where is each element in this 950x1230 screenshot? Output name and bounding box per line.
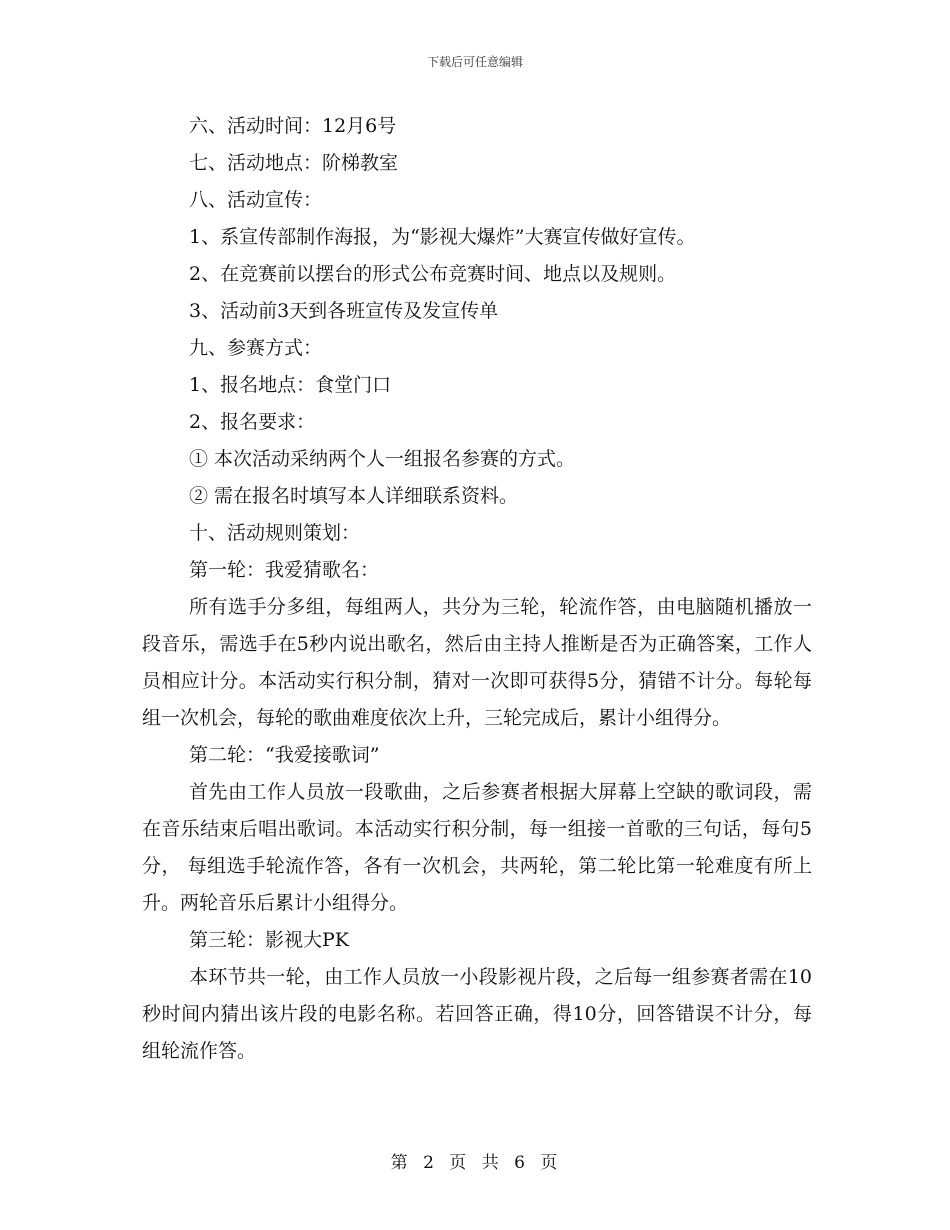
requirement-item-2: ② 需在报名时填写本人详细联系资料。 [189,485,519,507]
participation-item-1: 1、报名地点：食堂门口 [189,374,392,396]
section-heading-location: 七、活动地点：阶梯教室 [189,152,399,174]
publicity-item-3: 3、活动前3天到各班宣传及发宣传单 [189,300,499,322]
round-1-heading: 第一轮：我爱猜歌名： [189,559,380,581]
publicity-item-1: 1、系宣传部制作海报，为“影视大爆炸”大赛宣传做好宣传。 [189,226,696,248]
round-3-heading: 第三轮：影视大PK [189,929,349,951]
round-3-paragraph: 本环节共一轮，由工作人员放一小段影视片段，之后每一组参赛者需在10秒时间内猜出该片段的电影名称。若回答正确，得10分，回答错误不计分，每组轮流作答。 [142,966,812,1062]
publicity-item-2: 2、在竞赛前以摆台的形式公布竞赛时间、地点以及规则。 [189,263,677,285]
document-body [142,108,812,1070]
page-header: 下载后可任意编辑 [426,55,523,69]
participation-item-2: 2、报名要求： [189,411,316,433]
section-heading-participation: 九、参赛方式： [189,337,323,359]
section-heading-publicity: 八、活动宣传： [189,189,323,211]
round-1-paragraph: 所有选手分多组，每组两人，共分为三轮，轮流作答，由电脑随机播放一段音乐，需选手在5秒内说出歌名，然后由主持人推断是否为正确答案，工作人员相应计分。本活动实行积分制，猜对一次即可获得5分，猜错不计分。每轮每组一次机会，每轮的歌曲难度依次上升，三轮完成后，累计小组得分。 [142,596,812,729]
section-heading-time: 六、活动时间：12月6号 [189,115,397,137]
page-footer: 第 2 页 共 6 页 [390,1153,560,1173]
requirement-item-1: ① 本次活动采纳两个人一组报名参赛的方式。 [189,448,576,470]
section-heading-rules: 十、活动规则策划： [189,522,361,544]
round-2-paragraph: 首先由工作人员放一段歌曲，之后参赛者根据大屏幕上空缺的歌词段，需在音乐结束后唱出歌词。本活动实行积分制，每一组接一首歌的三句话，每句5分， 每组选手轮流作答，各有一次机会，共两轮，第二轮比第一轮难度有所上升。两轮音乐后累计小组得分。 [142,781,812,914]
round-2-heading: 第二轮：“我爱接歌词” [189,744,380,766]
